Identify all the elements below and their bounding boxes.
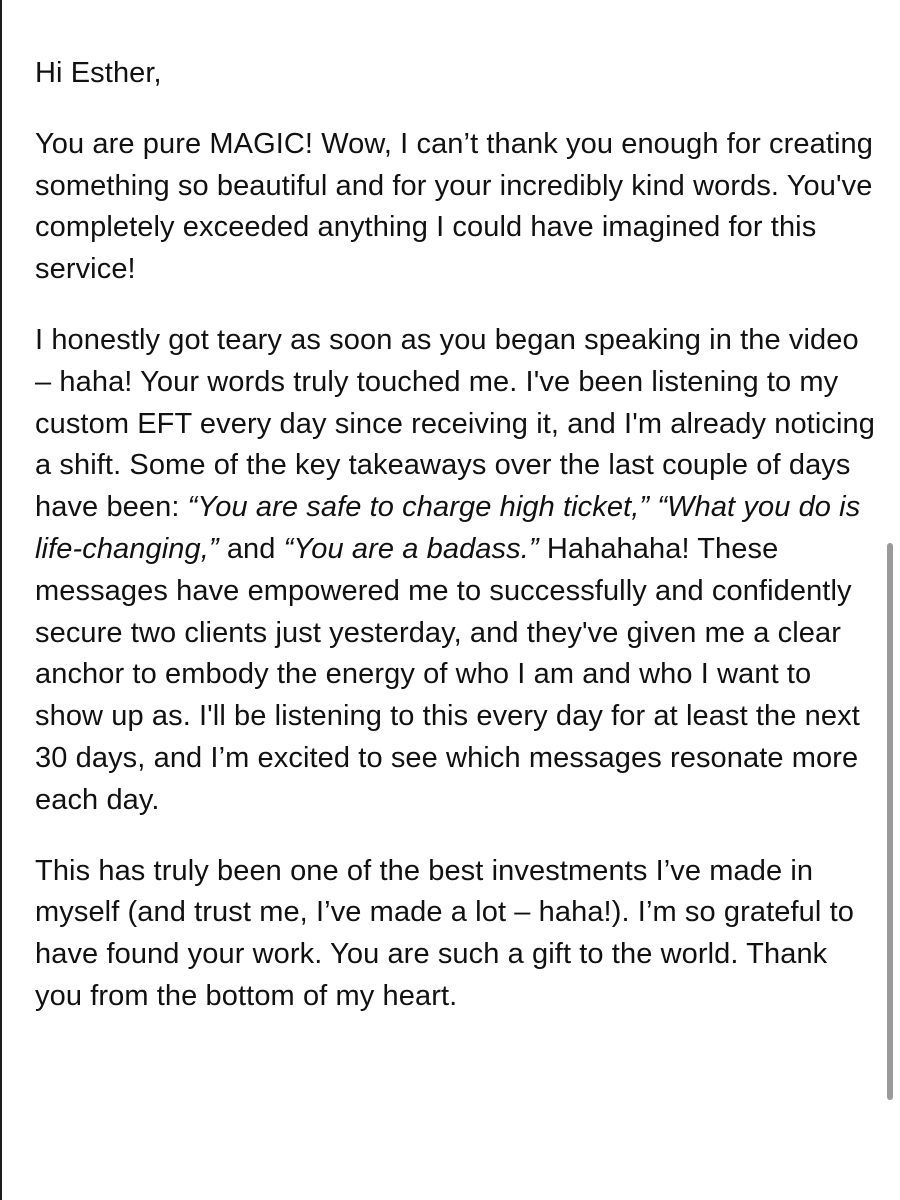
email-paragraph-3: This has truly been one of the best investments I’ve made in myself (and trust me, I’ve made a lot – haha!). I’m so grateful to have found your work. You are such a gift to the world. Thank you from the bottom of my heart. <box>35 854 854 1012</box>
email-paragraph-2-text-after: Hahahaha! These messages have empowered me to successfully and confidently secure two clients just yesterday, and they've given me a clear anchor to embody the energy of who I am and who I want to show up as. I'll be listening to this every day for at least the next 30 days, and I’m excited to see which messages resonate more each day. <box>35 532 860 816</box>
email-quote-and: and <box>218 532 284 565</box>
email-quote-1: “You are safe to charge high ticket,” <box>187 491 650 524</box>
window-left-edge <box>0 0 2 1200</box>
email-paragraph-2 <box>35 320 875 822</box>
email-greeting: Hi Esther, <box>35 57 162 89</box>
email-paragraph-1: You are pure MAGIC! Wow, I can’t thank you enough for creating something so beautiful and for your incredibly kind words. You've completely exceeded anything I could have imagined for this service! <box>35 127 874 286</box>
vertical-scrollbar-thumb[interactable] <box>887 543 893 1100</box>
email-message-body <box>35 53 875 1047</box>
email-quote-2: “What you do is life-changing,” <box>35 491 861 565</box>
email-paragraph-2-text-before: I honestly got teary as soon as you began speaking in the video – haha! Your words truly touched me. I've been listening to my custom EFT every day since receiving it, and I'm already noticing a shift. Some of the key takeaways over the last couple of days have been: <box>35 323 875 524</box>
email-quote-3: “You are a badass.” <box>283 532 539 565</box>
